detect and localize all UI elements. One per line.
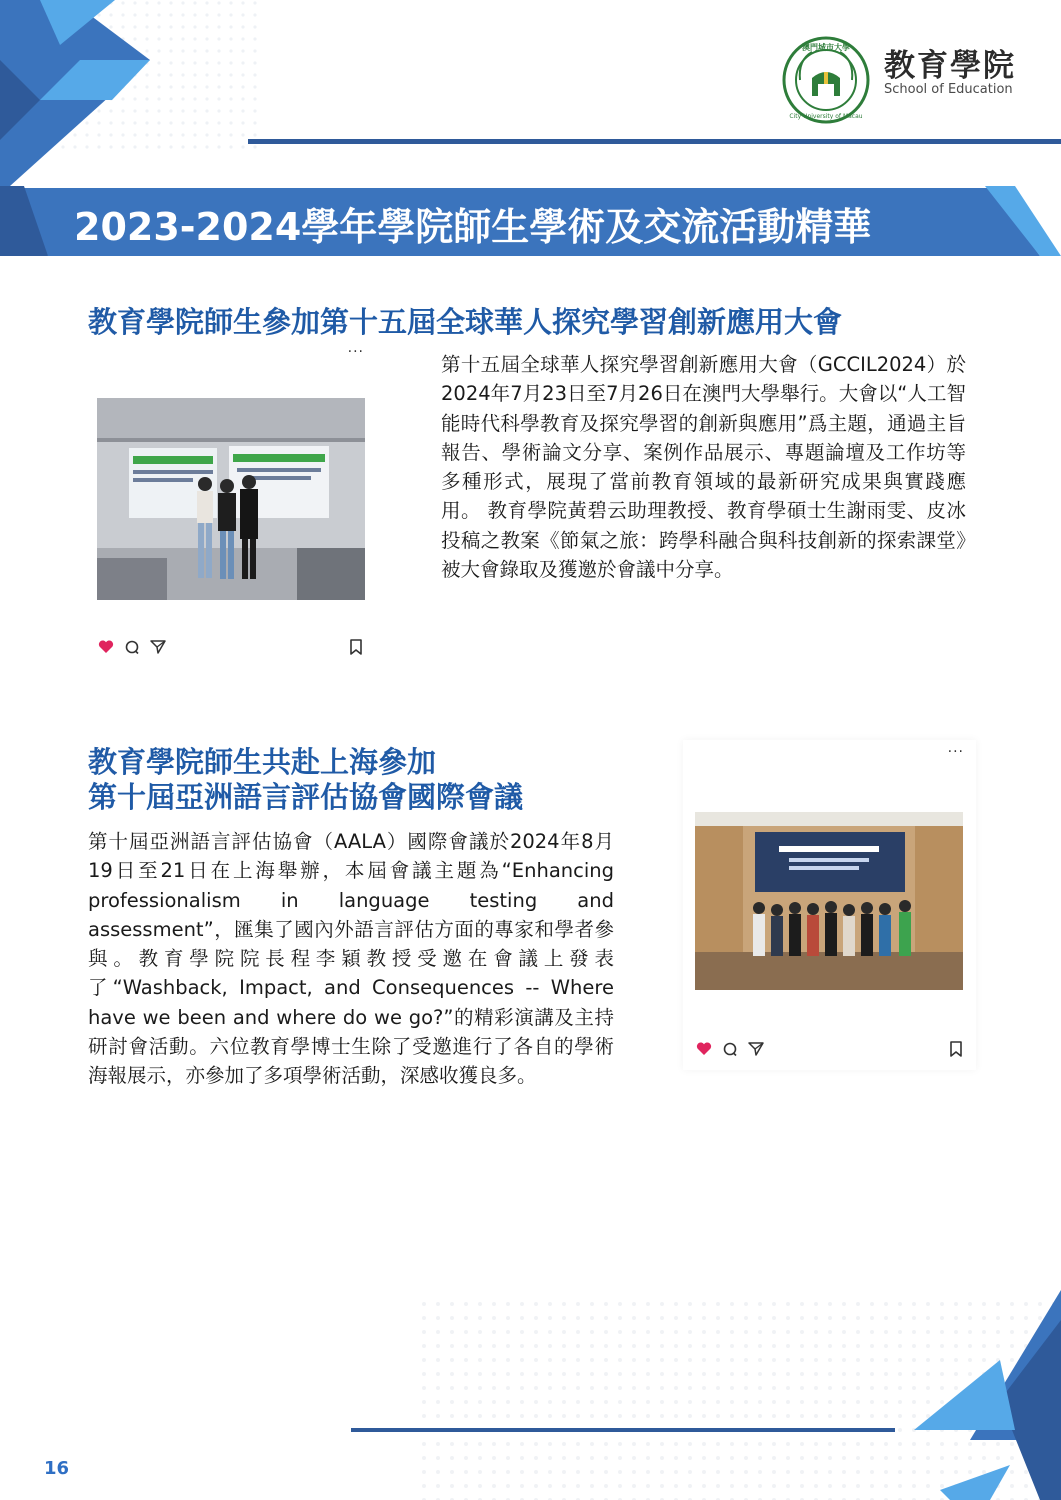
comment-icon[interactable] [721, 1040, 739, 1058]
share-icon[interactable] [149, 638, 167, 656]
heart-icon[interactable] [97, 638, 115, 656]
section1-body: 第十五屆全球華人探究學習創新應用大會（GCCIL2024）於2024年7月23日至7月26日在澳門大學舉行。大會以“人工智能時代科學教育及探究學習的創新與應用”爲主題，通過主旨報告、學術論文分享、案例作品展示、專題論壇及工作坊等多種形式，展現了當前教育領域的最新研究成果與實踐應用。 教育學院黃碧云助理教授、教育學碩士生謝雨雯、皮冰投稿之教案《節氣之旅：跨學科融合與科技創新的探索課堂》被大會錄取及獲邀於會議中分享。 [441, 353, 966, 582]
conference-photo-1 [97, 398, 365, 600]
section2-title-line2: 第十屆亞洲語言評估協會國際會議 [88, 780, 524, 814]
share-icon[interactable] [747, 1040, 765, 1058]
header-divider [248, 139, 1061, 144]
heart-icon[interactable] [695, 1040, 713, 1058]
page-number: 16 [44, 1458, 70, 1479]
more-options-icon[interactable]: ... [347, 340, 364, 356]
footer-divider [351, 1428, 895, 1432]
top-left-decoration [0, 0, 260, 200]
section2-body: 第十屆亞洲語言評估協會（AALA）國際會議於2024年8月19日至21日在上海舉辦，本屆會議主題為“Enhancing professionalism in language testing and assessment”，匯集了國內外語言評估方面的專家和學者參與。教育學院院長程李穎教授受邀在會議上發表了“Washback, Impact, and Consequences -- Where have we been and where do we go?”的精彩演講及主持研討會活動。六位教育學博士生除了受邀進行了各自的學術海報展示，亦參加了多項學術活動，深感收獲良多。 [88, 830, 614, 1088]
post-card-1 [85, 340, 376, 670]
section1-title: 教育學院師生參加第十五屆全球華人探究學習創新應用大會 [88, 305, 843, 339]
post-actions-2 [695, 1040, 963, 1060]
bookmark-icon[interactable] [347, 638, 365, 656]
more-options-icon[interactable]: ... [947, 740, 964, 756]
university-seal-logo [782, 36, 870, 124]
post-actions-1 [97, 638, 365, 658]
section2-title-line1: 教育學院師生共赴上海參加 [88, 745, 437, 779]
bottom-right-decoration [880, 1290, 1061, 1500]
school-name-english: School of Education [884, 82, 1013, 97]
bookmark-icon[interactable] [947, 1040, 965, 1058]
svg-text:澳門城市大學: 澳門城市大學 [802, 42, 850, 52]
svg-text:City University of Macau: City University of Macau [789, 113, 863, 120]
school-name-chinese: 教育學院 [884, 48, 1016, 84]
comment-icon[interactable] [123, 638, 141, 656]
page-title: 2023-2024學年學院師生學術及交流活動精華 [74, 205, 872, 249]
post-card-2 [683, 740, 976, 1070]
conference-photo-2 [695, 812, 963, 990]
